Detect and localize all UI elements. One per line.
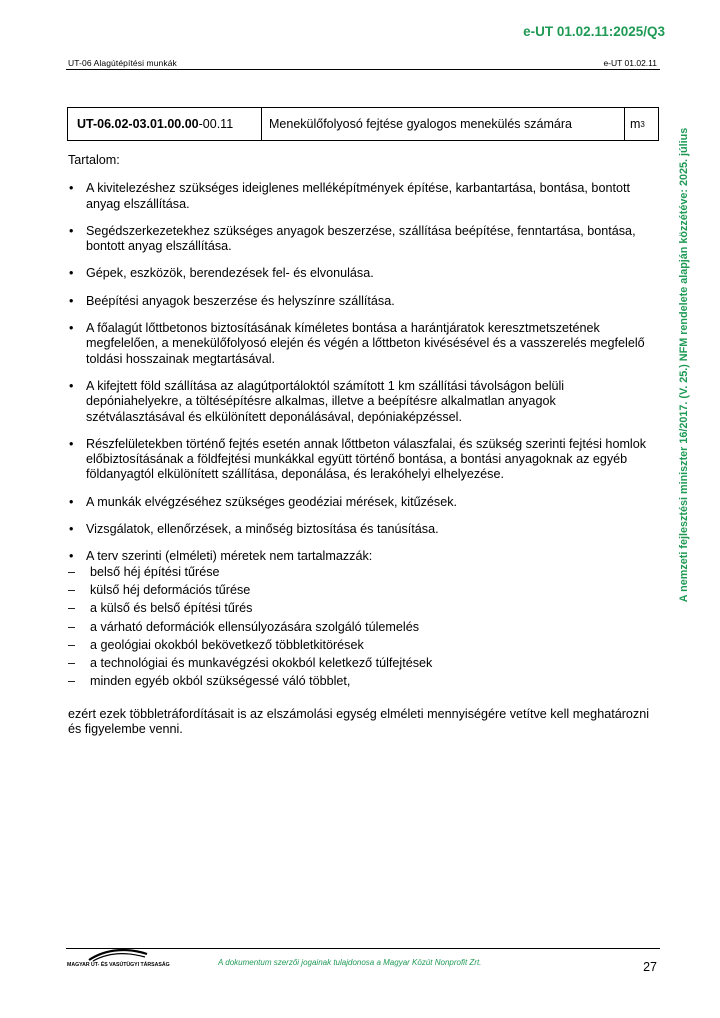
bullet-item (68, 224, 653, 255)
bullet-marker: • (69, 522, 74, 537)
bullet-marker: • (69, 293, 74, 308)
bullet-marker: • (69, 266, 74, 281)
dash-marker: – (68, 564, 76, 579)
dash-marker: – (68, 656, 76, 671)
header-doc-ref: e-UT 01.02.11 (603, 58, 657, 68)
bullet-marker: • (69, 436, 74, 451)
bullet-marker: • (69, 321, 74, 336)
bullet-marker: • (69, 378, 74, 393)
exclusion-text: minden egyéb okból szükségessé váló többlet, (90, 674, 351, 689)
exclusion-item (68, 565, 653, 580)
exclusion-text: külső héj deformációs tűrése (90, 582, 251, 597)
bullet-text: A kifejtett föld szállítása az alagútportáloktól számított 1 km szállítási távolságon belüli depóniahelyekre, a töltésépítésre alkalmas, illetve a beépítésre alkalmatlan anyagok szétválasztásával és elkülönített deponálásával, depóniaképzéssel. (86, 378, 565, 424)
item-heading-table (67, 107, 659, 141)
exclusion-text: a külső és belső építési tűrés (90, 601, 253, 616)
dash-marker: – (68, 674, 76, 689)
page-number: 27 (643, 960, 657, 974)
exclusion-text: belső héj építési tűrése (90, 564, 220, 579)
bullet-item (68, 294, 653, 309)
dash-marker: – (68, 582, 76, 597)
bullet-text: Vizsgálatok, ellenőrzések, a minőség biztosítása és tanúsítása. (86, 522, 439, 537)
exclusion-text: a technológiai és munkavégzési okokból keletkező túlfejtések (90, 656, 433, 671)
item-code-main: UT-06.02-03.01.00.00 (77, 117, 199, 131)
item-unit (625, 108, 658, 140)
exclusion-text: a várható deformációk ellensúlyozására szolgáló túlemelés (90, 619, 420, 634)
dash-marker: – (68, 637, 76, 652)
dash-marker: – (68, 601, 76, 616)
bullet-text: A főalagút lőttbetonos biztosításának kíméletes bontása a harántjáratok keresztmetszetének megfelelően, a menekülőfolyosó elején és végén a lőttbeton kivésésével és a vasszerelés megfelelő toldási hosszainak megtartásával. (86, 321, 645, 366)
society-logo (67, 948, 170, 972)
exclusion-item (68, 601, 653, 616)
bullet-item (68, 522, 653, 537)
bullet-item (68, 181, 653, 212)
exclusion-item (68, 656, 653, 671)
exclusion-text: a geológiai okokból bekövetkező többletkitörések (90, 637, 364, 652)
bullet-item (68, 437, 653, 483)
item-name: Menekülőfolyosó fejtése gyalogos menekülés számára (262, 108, 625, 140)
exclusion-item (68, 583, 653, 598)
bullet-text: Részfelületekben történő fejtés esetén annak lőttbeton válaszfalai, és szükség szerinti fejtési homlok előbiztosításának a földfejtési munkákkal együtt történő bontása, a bontási anyagoknak az egyéb földanyagtól elkülönített szállítása, deponálása, és lerakóhelyi elhelyezése. (86, 436, 647, 482)
bullet-text: Gépek, eszközök, berendezések fel- és elvonulása. (86, 266, 374, 281)
exclusion-dash-list (68, 565, 653, 690)
content-title: Tartalom: (68, 153, 120, 167)
item-code (68, 108, 262, 140)
item-code-suffix: -00.11 (198, 117, 234, 131)
bullet-item (68, 495, 653, 510)
exclusion-item (68, 674, 653, 689)
bullet-text: Segédszerkezetekhez szükséges anyagok beszerzése, szállítása beépítése, fenntartása, bontása, bontott anyag elszállítása. (86, 223, 636, 254)
closing-paragraph: ezért ezek többletráfordításait is az elszámolási egység elméleti mennyiségére vetítve kell meghatározni és figyelembe venni. (68, 706, 649, 737)
bullet-text: A terv szerinti (elméleti) méretek nem tartalmazzák: (86, 549, 373, 564)
logo-text: MAGYAR ÚT- ÉS VASÚTÜGYI TÁRSASÁG (67, 962, 170, 968)
publication-side-note: A nemzeti fejlesztési miniszter 16/2017. (V. 25.) NFM rendelete alapján közzétéve: 2025. július (678, 127, 690, 603)
unit-exponent: 3 (640, 119, 645, 129)
header-rule (66, 69, 660, 70)
content-section (68, 153, 653, 737)
bullet-text: A kivitelezéshez szükséges ideiglenes melléképítmények építése, karbantartása, bontása, bontott anyag elszállítása. (86, 181, 630, 211)
exclusion-item (68, 638, 653, 653)
bullet-marker: • (69, 549, 74, 564)
logo-swoosh-icon (87, 948, 149, 962)
bullet-marker: • (69, 181, 74, 196)
bullet-item (68, 321, 653, 367)
unit-base: m (630, 117, 641, 131)
header-chapter: UT-06 Alagútépítési munkák (68, 58, 177, 68)
bullet-item (68, 266, 653, 281)
exclusion-item (68, 620, 653, 635)
content-bullet-list (68, 181, 653, 564)
bullet-item (68, 379, 653, 425)
copyright-note: A dokumentum szerzői jogainak tulajdonosa a Magyar Közút Nonprofit Zrt. (218, 958, 482, 967)
bullet-item (68, 549, 653, 564)
document-code: e-UT 01.02.11:2025/Q3 (523, 24, 665, 39)
dash-marker: – (68, 619, 76, 634)
bullet-text: A munkák elvégzéséhez szükséges geodéziai mérések, kitűzések. (86, 494, 458, 509)
bullet-marker: • (69, 223, 74, 238)
bullet-text: Beépítési anyagok beszerzése és helyszínre szállítása. (86, 293, 395, 308)
bullet-marker: • (69, 494, 74, 509)
